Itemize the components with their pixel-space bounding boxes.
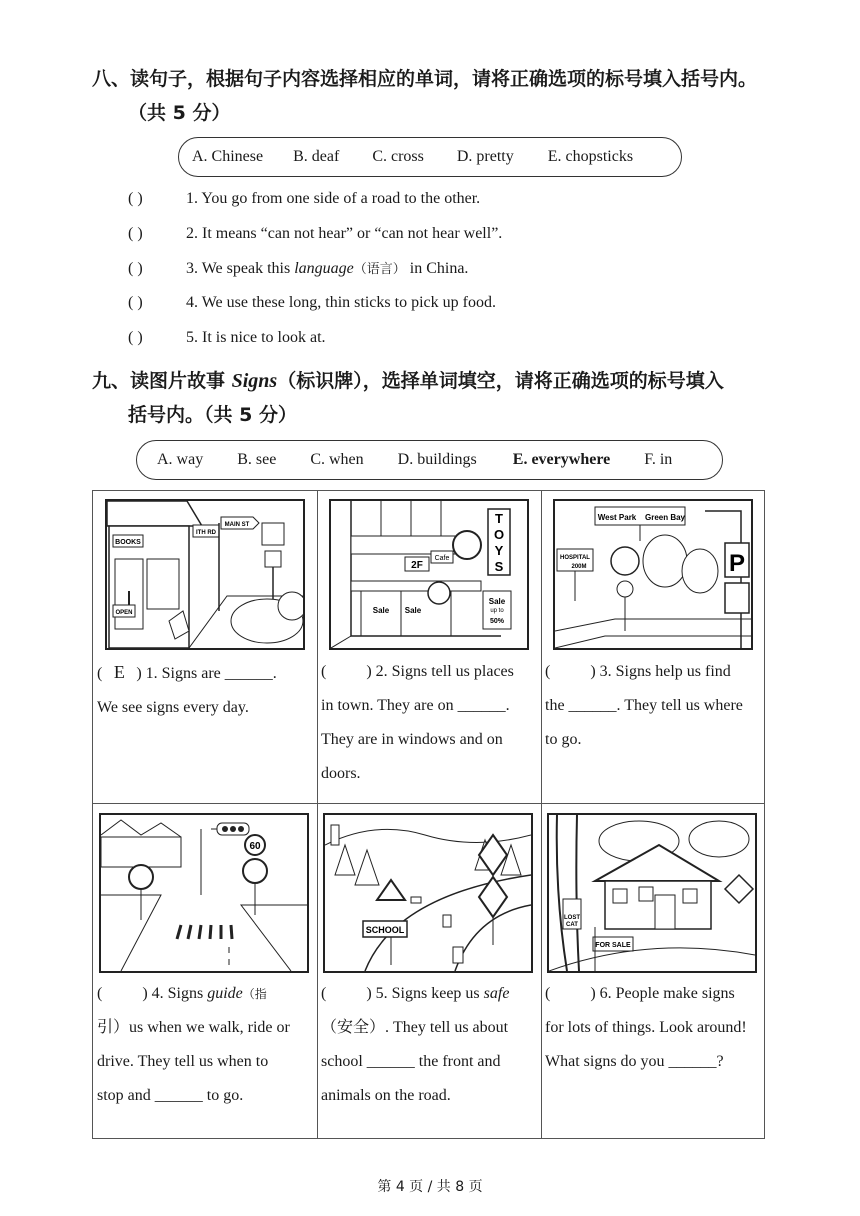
- svg-text:ITH RD: ITH RD: [196, 530, 216, 536]
- option-e: E. everywhere: [512, 451, 611, 468]
- answer-paren[interactable]: ( ): [128, 329, 143, 346]
- svg-text:T: T: [495, 511, 503, 526]
- option-b: B. see: [237, 451, 277, 468]
- answer-paren[interactable]: ( ): [128, 190, 143, 207]
- story-cell-2: ( ) 2. Signs tell us places in town. They are on ______. They are in windows and on doors.: [321, 663, 514, 782]
- section8-score: （共 5 分）: [128, 102, 231, 124]
- svg-text:Y: Y: [494, 543, 504, 558]
- answer-paren[interactable]: ( ): [128, 294, 143, 311]
- svg-text:LOST: LOST: [564, 915, 580, 921]
- answer-filled[interactable]: E: [113, 662, 125, 682]
- svg-text:50%: 50%: [489, 618, 505, 625]
- option-d: D. pretty: [456, 148, 514, 165]
- svg-text:HOSPITAL: HOSPITAL: [560, 555, 590, 561]
- picture-house-for-sale: [547, 813, 757, 973]
- svg-text:BOOKS: BOOKS: [115, 539, 141, 546]
- svg-text:West Park: West Park: [597, 513, 637, 522]
- story-grid: [92, 490, 765, 1139]
- question-2: ( ) 2. It means “can not hear” or “can not hear well”.: [128, 225, 503, 242]
- story-cell-6: ( ) 6. People make signs for lots of things. Look around! What signs do you ______?: [545, 985, 747, 1070]
- picture-mall: [329, 499, 529, 650]
- option-a: A. Chinese: [192, 148, 264, 165]
- svg-text:2F: 2F: [411, 560, 423, 571]
- svg-text:MAIN ST: MAIN ST: [224, 522, 250, 528]
- svg-text:P: P: [728, 550, 746, 577]
- picture-crossroads: [99, 813, 309, 973]
- svg-text:60: 60: [249, 841, 261, 852]
- svg-text:Cafe: Cafe: [434, 555, 450, 562]
- question-1: ( ) 1. You go from one side of a road to the other.: [128, 190, 481, 207]
- answer-paren[interactable]: ( ): [128, 225, 143, 242]
- question-5: ( ) 5. It is nice to look at.: [128, 329, 326, 346]
- picture-park-signs: [553, 499, 753, 650]
- question-4: ( ) 4. We use these long, thin sticks to pick up food.: [128, 294, 496, 311]
- svg-text:Sale: Sale: [488, 597, 506, 606]
- svg-text:OPEN: OPEN: [115, 610, 133, 616]
- option-a: A. way: [157, 451, 204, 468]
- story-cell-4: ( ) 4. Signs guide（指 引）us when we walk, ride or drive. They tell us when to stop and ______ to go.: [97, 985, 290, 1104]
- section8-option-box: [178, 137, 682, 177]
- svg-text:SCHOOL: SCHOOL: [365, 925, 405, 935]
- option-d: D. buildings: [397, 451, 477, 468]
- option-c: C. cross: [372, 148, 424, 165]
- picture-school-road: [323, 813, 533, 973]
- option-f: F. in: [644, 451, 673, 468]
- option-c: C. when: [310, 451, 364, 468]
- svg-text:200M: 200M: [571, 564, 587, 570]
- answer-paren[interactable]: ( ): [128, 260, 143, 277]
- svg-text:Sale: Sale: [404, 606, 422, 615]
- picture-street-shops: [105, 499, 305, 650]
- page-footer: 第 4 页 / 共 8 页: [377, 1179, 483, 1195]
- story-cell-1: ( E ) 1. Signs are ______. We see signs every day.: [97, 655, 315, 725]
- svg-text:Sale: Sale: [372, 606, 390, 615]
- svg-text:O: O: [493, 527, 505, 542]
- svg-text:FOR SALE: FOR SALE: [595, 942, 631, 949]
- question-3: ( ) 3. We speak this language（语言） in China.: [128, 260, 469, 277]
- option-e: E. chopsticks: [547, 148, 634, 165]
- section8-title: 八、读句子，根据句子内容选择相应的单词，请将正确选项的标号填入括号内。: [92, 68, 758, 90]
- story-cell-3: ( ) 3. Signs help us find the ______. They tell us where to go.: [545, 663, 743, 748]
- story-cell-5: ( ) 5. Signs keep us safe （安全）. They tell us about school ______ the front and animals on the road.: [321, 985, 510, 1104]
- option-b: B. deaf: [293, 148, 340, 165]
- svg-text:Green Bay: Green Bay: [644, 513, 686, 522]
- section9-title: 九、读图片故事 Signs（标识牌），选择单词填空，请将正确选项的标号填入: [92, 370, 724, 392]
- svg-text:CAT: CAT: [566, 922, 578, 928]
- section9-option-box: [136, 440, 723, 480]
- svg-text:S: S: [494, 559, 504, 574]
- section9-title-line2: 括号内。（共 5 分）: [128, 404, 297, 426]
- svg-text:up to: up to: [490, 608, 504, 614]
